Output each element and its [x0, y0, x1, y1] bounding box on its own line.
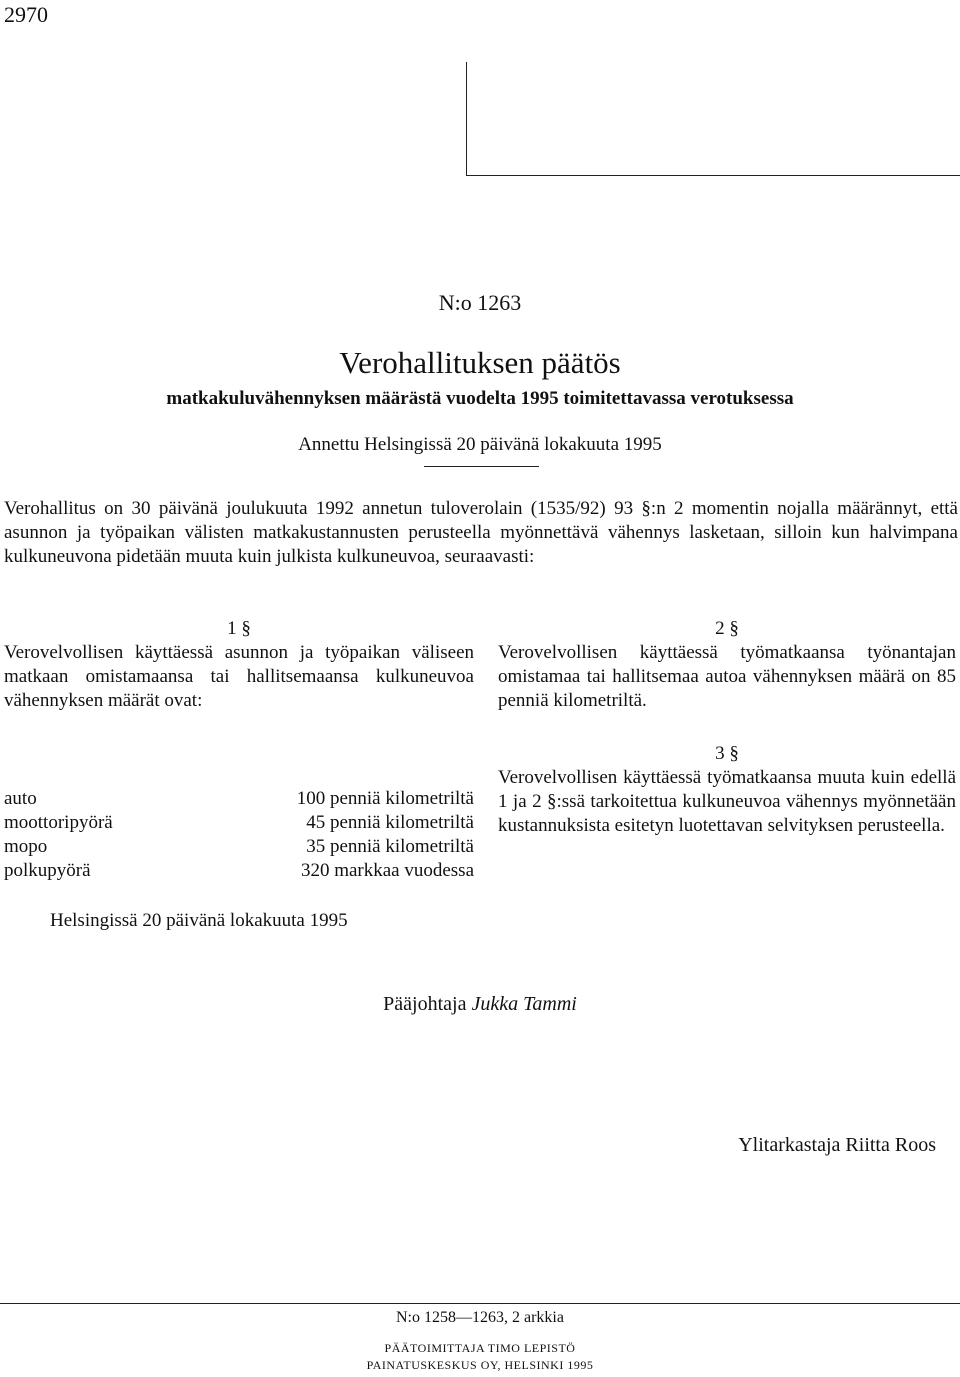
vehicle-name: mopo	[4, 836, 48, 857]
section-2-text: Verovelvollisen käyttäessä työmatkaansa työnantajan omistamaa tai hallitsemaa autoa vähennyksen määrä on 85 penniä kilometriltä.	[498, 642, 956, 711]
signer-name: Jukka Tammi	[471, 993, 577, 1015]
signer-role: Ylitarkastaja	[738, 1134, 841, 1156]
preamble-paragraph: Verohallitus on 30 päivänä joulukuuta 1992 annetun tuloverolain (1535/92) 93 §:n 2 momentin nojalla määrännyt, että asunnon ja työpaikan välisten matkakustannusten perusteella myönnettävä vähennys lasketaan, silloin kun halvimpana kulkuneuvona pidetään muuta kuin julkista kulkuneuvoa, seuraavasti:	[4, 498, 958, 567]
signer-name: Riitta Roos	[845, 1134, 936, 1156]
vehicle-rate: 35 penniä kilometriltä	[306, 836, 474, 857]
vehicle-name: moottoripyörä	[4, 812, 113, 833]
decision-number: N:o 1263	[438, 290, 522, 315]
footer-printer: PAINATUSKESKUS OY, HELSINKI 1995	[366, 1358, 594, 1372]
section-1-text: Verovelvollisen käyttäessä asunnon ja työpaikan väliseen matkaan omistamaansa tai hallitsemaansa kulkuneuvoa vähennyksen määrät ovat:	[4, 642, 474, 711]
footer-rule	[0, 1303, 960, 1304]
vehicle-name: auto	[4, 788, 37, 809]
section-2	[498, 618, 956, 713]
footer-editor: PÄÄTOIMITTAJA TIMO LEPISTÖ	[384, 1341, 576, 1355]
table-row	[4, 787, 474, 811]
corner-rule-horizontal	[466, 175, 960, 176]
section-1-heading: 1 §	[227, 618, 251, 639]
section-2-heading: 2 §	[715, 618, 739, 639]
signer-role: Pääjohtaja	[383, 993, 467, 1015]
signature-place-date: Helsingissä 20 päivänä lokakuuta 1995	[50, 910, 348, 931]
table-row	[4, 835, 474, 859]
table-row	[4, 859, 474, 883]
section-3-text: Verovelvollisen käyttäessä työmatkaansa muuta kuin edellä 1 ja 2 §:ssä tarkoitettua kulkuneuvoa vähennys myönnetään kustannuksista esitetyn luotettavan selvityksen perusteella.	[498, 767, 956, 836]
table-row	[4, 811, 474, 835]
signer-director-general	[0, 993, 960, 1016]
vehicle-rate: 100 penniä kilometriltä	[296, 788, 474, 809]
page-number: 2970	[4, 2, 48, 27]
section-1	[4, 618, 474, 713]
vehicle-rate-table	[4, 787, 474, 883]
section-3	[498, 743, 956, 838]
document-subtitle: matkakuluvähennyksen määrästä vuodelta 1995 toimitettavassa verotuksessa	[166, 388, 794, 409]
corner-rule-vertical	[466, 62, 467, 176]
vehicle-name: polkupyörä	[4, 860, 91, 881]
signer-inspector	[738, 1134, 936, 1157]
vehicle-rate: 45 penniä kilometriltä	[306, 812, 474, 833]
document-title: Verohallituksen päätös	[339, 345, 621, 380]
section-3-heading: 3 §	[715, 743, 739, 764]
title-separator	[424, 466, 539, 467]
vehicle-rate: 320 markkaa vuodessa	[300, 860, 474, 881]
footer-issue: N:o 1258—1263, 2 arkkia	[396, 1309, 564, 1326]
given-date: Annettu Helsingissä 20 päivänä lokakuuta 1995	[298, 434, 662, 455]
